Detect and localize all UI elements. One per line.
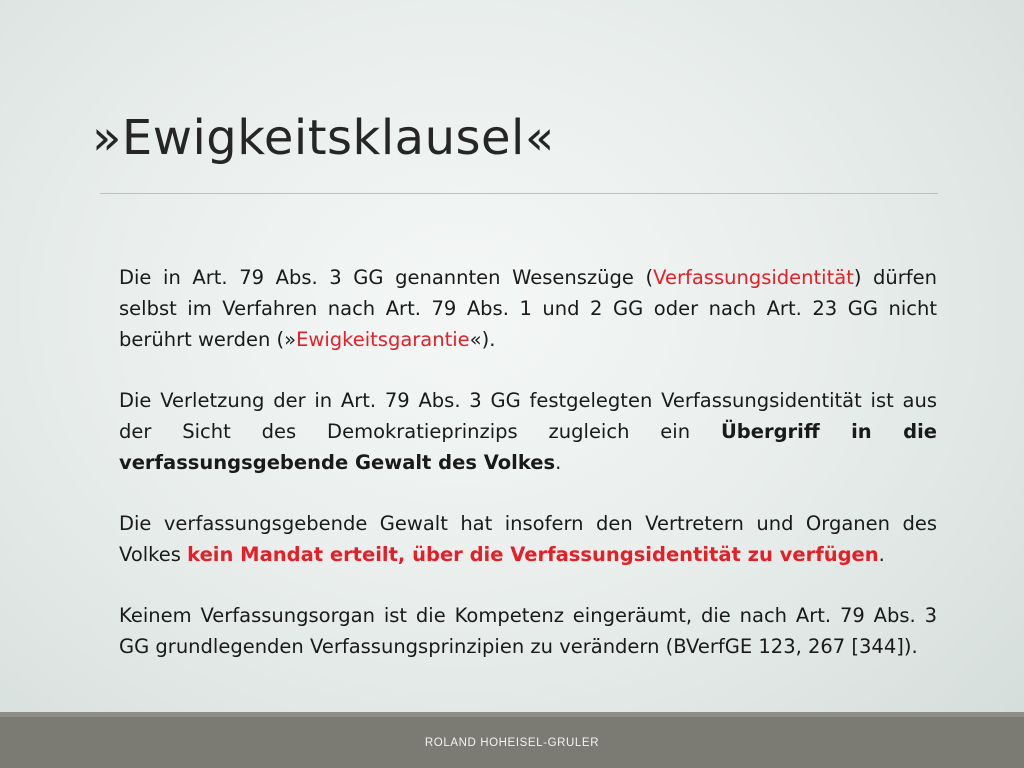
title-divider: [100, 193, 938, 194]
emphasis-uebergriff: Übergriff in die verfassungsgebende Gewalt des Volkes: [119, 420, 937, 474]
paragraph-2-text-b: .: [555, 451, 562, 474]
slide-title: »Ewigkeitsklausel«: [92, 110, 555, 166]
paragraph-1: [119, 262, 937, 355]
slide-body: [119, 262, 937, 662]
highlight-verfassungsidentitaet: Verfassungsidentität: [653, 266, 854, 289]
paragraph-1-text-b: ) dürfen selbst im Verfahren nach Art. 79 Abs. 1 und 2 GG oder nach Art. 23 GG nicht berührt werden (»: [119, 266, 937, 351]
paragraph-3: [119, 508, 937, 570]
paragraph-4-text: Keinem Verfassungsorgan ist die Kompetenz eingeräumt, die nach Art. 79 Abs. 3 GG grundlegenden Verfassungsprinzipien zu verändern (BVerfGE 123, 267 [344]).: [119, 604, 937, 658]
paragraph-1-text-a: Die in Art. 79 Abs. 3 GG genannten Wesenszüge (: [119, 266, 654, 289]
paragraph-2: [119, 385, 937, 478]
paragraph-4: [119, 600, 937, 662]
footer-bar: [0, 712, 1024, 768]
highlight-ewigkeitsgarantie: Ewigkeitsgarantie: [296, 328, 470, 351]
paragraph-3-text-a: Die verfassungsgebende Gewalt hat insofern den Vertretern und Organen des Volkes: [119, 512, 937, 566]
paragraph-3-text-b: .: [878, 543, 885, 566]
footer-top-edge: [0, 712, 1024, 717]
highlight-kein-mandat: kein Mandat erteilt, über die Verfassungsidentität zu verfügen: [187, 543, 879, 566]
footer-author: ROLAND HOHEISEL-GRULER: [424, 737, 600, 749]
paragraph-2-text-a: Die Verletzung der in Art. 79 Abs. 3 GG festgelegten Verfassungsidentität ist aus der Sicht des Demokratieprinzips zugleich ein: [119, 389, 937, 443]
paragraph-1-text-c: «).: [469, 328, 496, 351]
